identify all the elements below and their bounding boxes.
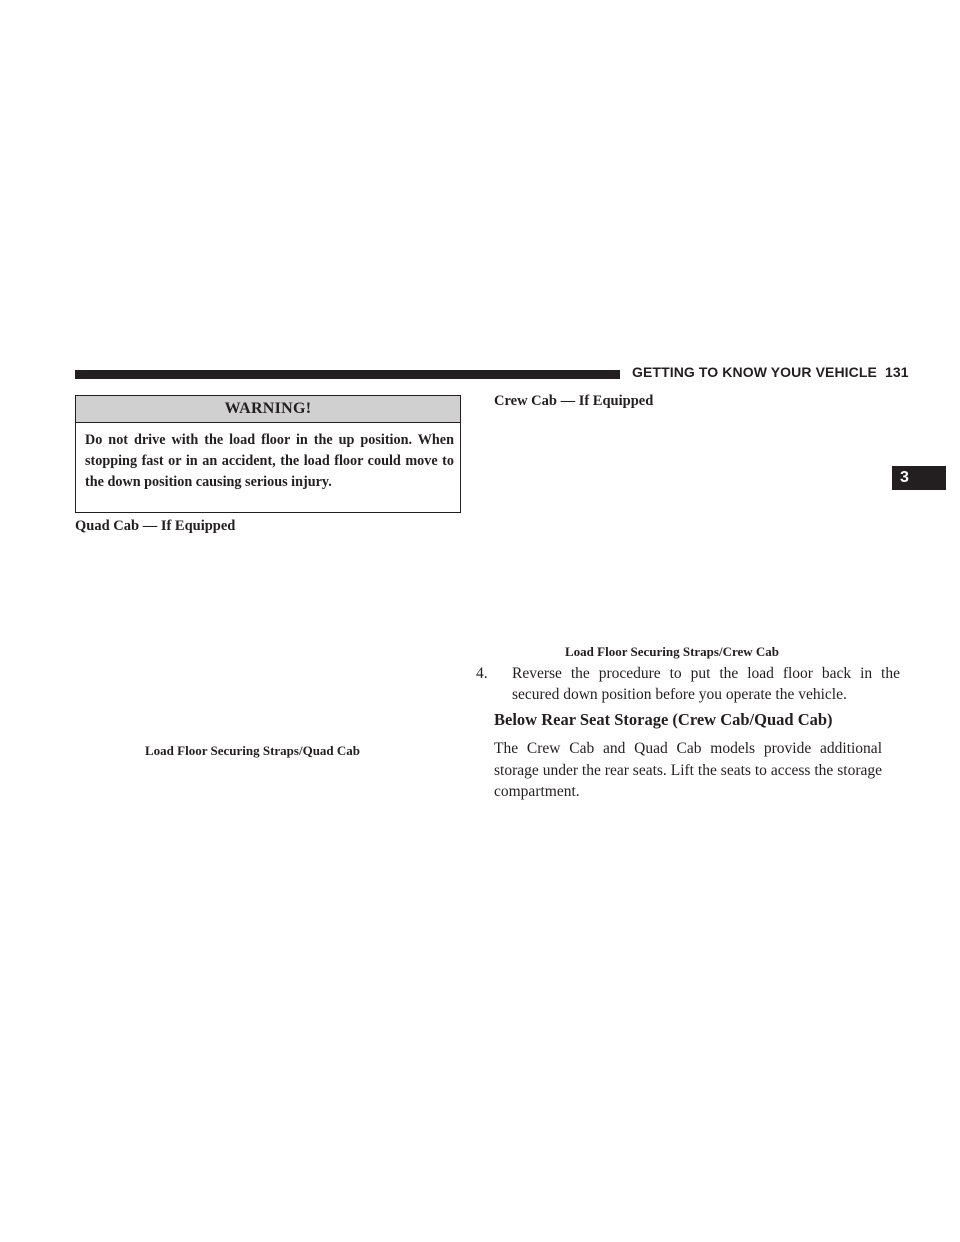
warning-box: [75, 395, 461, 513]
warning-text: Do not drive with the load floor in the up position. When stopping fast or in an accident, the load floor could move to the down position causing serious injury.: [85, 432, 454, 490]
crew-cab-heading: Crew Cab — If Equipped: [494, 393, 654, 409]
quad-cab-caption: Load Floor Securing Straps/Quad Cab: [145, 743, 361, 758]
running-header: [632, 364, 909, 380]
step-number: 4.: [476, 665, 488, 682]
crew-cab-figure: [494, 420, 882, 635]
header-rule: [75, 370, 620, 379]
warning-title: WARNING!: [76, 396, 460, 423]
section-body: The Crew Cab and Quad Cab models provide additional storage under the rear seats. Lift the seats to access the storage compartment.: [494, 740, 882, 800]
page-number: 131: [884, 364, 909, 380]
section-heading: Below Rear Seat Storage (Crew Cab/Quad Cab): [494, 710, 833, 729]
quad-cab-figure: [75, 545, 461, 735]
quad-cab-heading: Quad Cab — If Equipped: [75, 518, 236, 534]
step-text: Reverse the procedure to put the load floor back in the secured down position before you operate the vehicle.: [512, 665, 900, 703]
crew-cab-caption: Load Floor Securing Straps/Crew Cab: [565, 644, 780, 659]
chapter-tab: 3: [892, 466, 946, 490]
running-title: GETTING TO KNOW YOUR VEHICLE: [632, 364, 877, 380]
step-4: [476, 663, 900, 705]
